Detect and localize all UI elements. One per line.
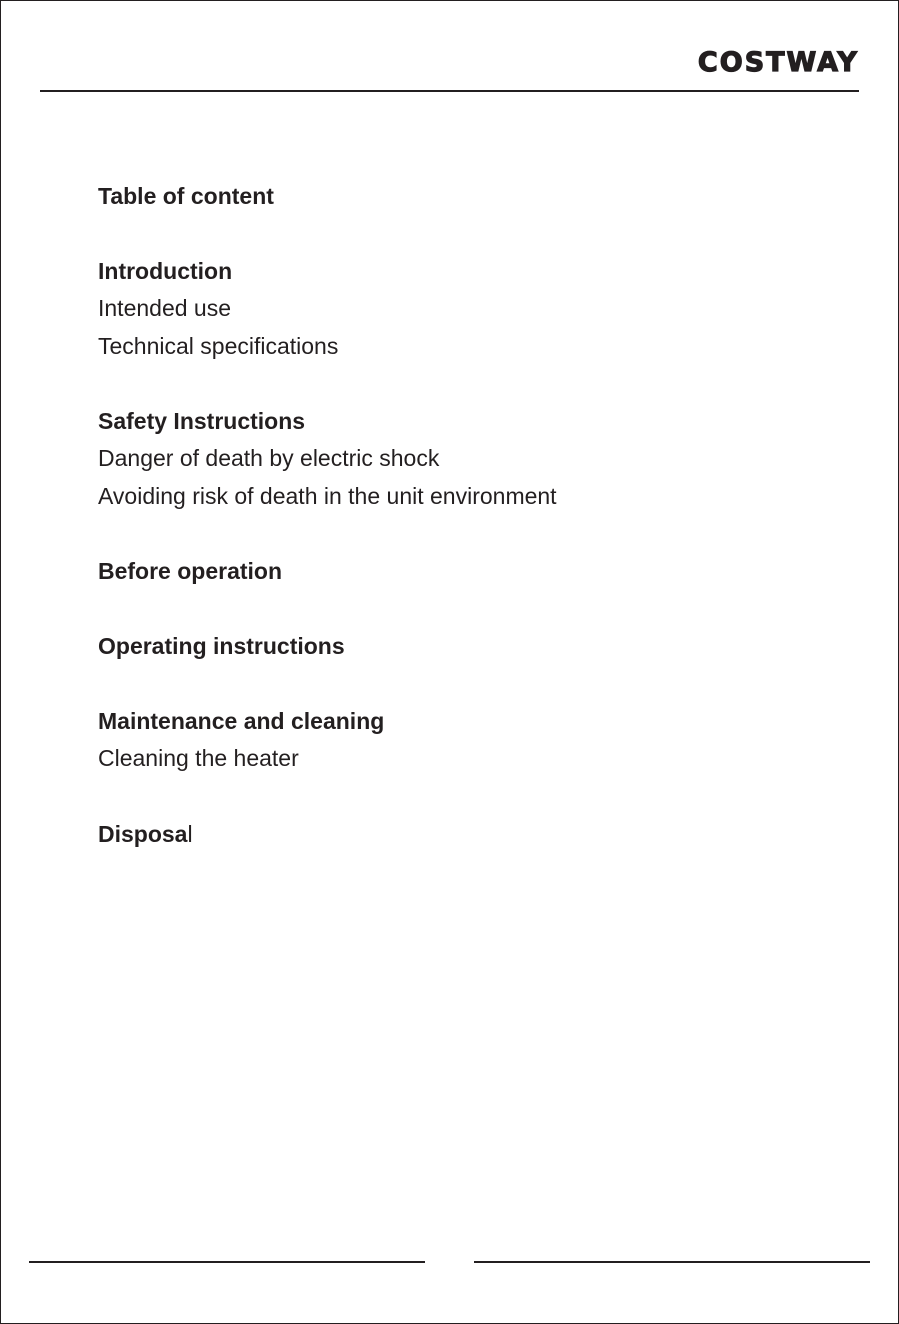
toc-section-title: Operating instructions — [98, 633, 345, 659]
toc-section-title-tail: l — [187, 820, 193, 847]
toc-section-title: Maintenance and cleaning — [98, 708, 385, 734]
table-of-contents — [98, 178, 557, 853]
toc-section-title: Safety Instructions — [98, 408, 306, 434]
toc-section-before-operation — [98, 553, 557, 590]
toc-section-title-bold: Disposa — [98, 820, 188, 847]
toc-section-disposal — [98, 816, 557, 853]
footer-rule-right — [474, 1261, 870, 1263]
toc-item-intended-use: Intended use — [98, 295, 232, 321]
header-rule — [40, 90, 859, 92]
toc-item-unit-environment: Avoiding risk of death in the unit environment — [98, 482, 557, 509]
footer-rule-left — [29, 1261, 425, 1263]
toc-section-introduction — [98, 253, 557, 365]
toc-item-technical-specifications: Technical specifications — [98, 332, 339, 359]
toc-section-operating-instructions — [98, 628, 557, 665]
toc-section-title: Before operation — [98, 558, 283, 584]
toc-item-electric-shock: Danger of death by electric shock — [98, 445, 440, 471]
toc-item-cleaning-heater: Cleaning the heater — [98, 745, 299, 771]
costway-logo: COSTWAY — [697, 47, 859, 78]
toc-title: Table of content — [98, 183, 274, 209]
toc-section-safety-instructions — [98, 403, 557, 515]
toc-section-title: Introduction — [98, 258, 233, 284]
toc-section-maintenance — [98, 703, 557, 778]
toc-section-title — [98, 816, 557, 853]
